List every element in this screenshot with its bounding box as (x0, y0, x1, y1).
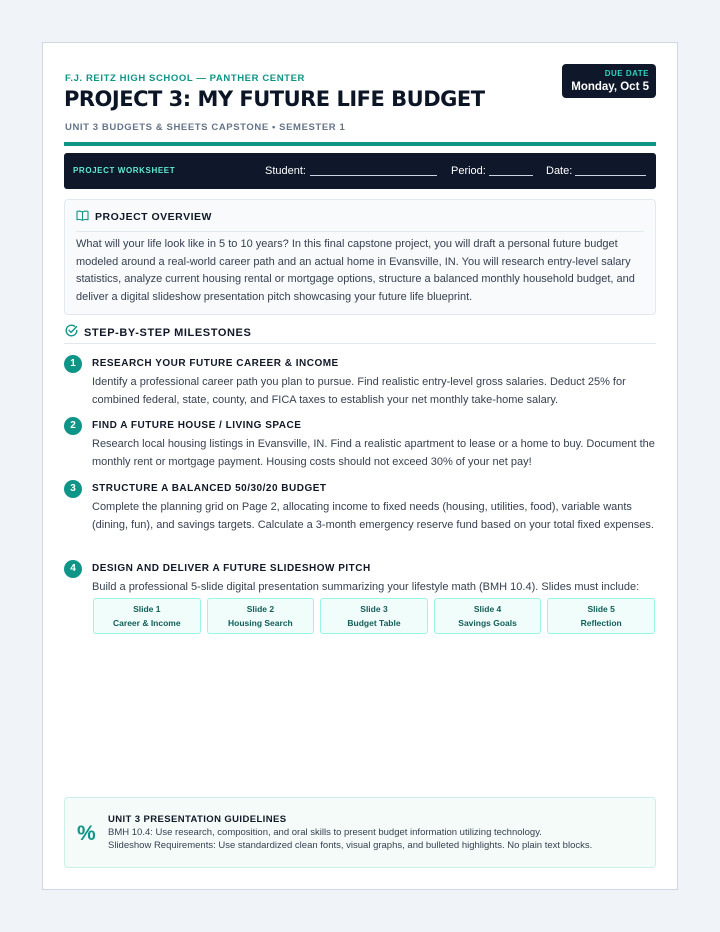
overview-header (76, 210, 644, 224)
step-description: Complete the planning grid on Page 2, allocating income to fixed needs (housing, utilities, food), variable wants (dining, fun), and savings targets. Calculate a 3-month emergency reserve fund based on your total fixed expenses. (92, 501, 654, 531)
header-divider (64, 142, 656, 146)
step-description: Build a professional 5-slide digital presentation summarizing your lifestyle math (BMH 10.4). Slides must include: (92, 581, 640, 593)
student-label: Student: (265, 165, 306, 177)
due-date-value: Monday, Oct 5 (571, 81, 649, 93)
slide-number: Slide 5 (587, 604, 615, 614)
page-title: PROJECT 3: MY FUTURE LIFE BUDGET (64, 87, 485, 111)
overview-divider (76, 231, 644, 232)
student-field[interactable] (310, 175, 437, 176)
slide-card (434, 598, 542, 634)
book-icon (76, 208, 89, 226)
guidelines-line: BMH 10.4: Use research, composition, and oral skills to present budget information utilizing technology. (108, 827, 542, 838)
slide-card (320, 598, 428, 634)
step-number: 3 (64, 480, 82, 498)
slide-card (207, 598, 315, 634)
check-circle-icon (65, 324, 78, 342)
step-number: 1 (64, 355, 82, 373)
slide-name: Career & Income (113, 618, 181, 628)
slide-list (93, 598, 655, 634)
slide-card (93, 598, 201, 634)
step-title: FIND A FUTURE HOUSE / LIVING SPACE (92, 420, 302, 431)
percent-icon: % (77, 822, 96, 845)
due-date-badge (562, 64, 656, 98)
worksheet-bar (64, 153, 656, 189)
slide-name: Savings Goals (458, 618, 517, 628)
slide-number: Slide 2 (246, 604, 275, 614)
step-title: RESEARCH YOUR FUTURE CAREER & INCOME (92, 358, 339, 369)
page-subtitle: UNIT 3 BUDGETS & SHEETS CAPSTONE • SEMESTER 1 (65, 122, 346, 133)
step-title: STRUCTURE A BALANCED 50/30/20 BUDGET (92, 483, 327, 494)
step-title: DESIGN AND DELIVER A FUTURE SLIDESHOW PITCH (92, 563, 371, 574)
period-field[interactable] (489, 175, 533, 176)
slide-card (547, 598, 655, 634)
step-number: 2 (64, 417, 82, 435)
milestones-title: STEP-BY-STEP MILESTONES (84, 327, 252, 339)
step-description: Research local housing listings in Evansville, IN. Find a realistic apartment to lease or a home to buy. Document the monthly rent or mortgage payment. Housing costs should not exceed 30% of your net pay! (92, 438, 655, 468)
worksheet-label: PROJECT WORKSHEET (73, 166, 176, 175)
step-number: 4 (64, 560, 82, 578)
slide-name: Reflection (580, 618, 622, 628)
guidelines-title: UNIT 3 PRESENTATION GUIDELINES (108, 814, 287, 825)
guidelines-line: Slideshow Requirements: Use standardized clean fonts, visual graphs, and bulleted highlights. No plain text blocks. (108, 840, 593, 851)
slide-number: Slide 1 (133, 604, 161, 614)
due-date-label: DUE DATE (604, 69, 649, 78)
date-field[interactable] (575, 175, 646, 176)
slide-name: Budget Table (347, 618, 401, 628)
school-name: F.J. REITZ HIGH SCHOOL — PANTHER CENTER (65, 73, 305, 84)
date-label: Date: (546, 165, 573, 177)
project-overview (64, 199, 656, 315)
slide-name: Housing Search (228, 618, 293, 628)
slide-number: Slide 3 (360, 604, 388, 614)
milestones-header (65, 324, 656, 342)
milestones-divider (64, 343, 656, 344)
overview-text: What will your life look like in 5 to 10 years? In this final capstone project, you will draft a personal future budget modeled around a real-world career path and an actual home in Evansville, IN. You will research entry-level salary statistics, analyze current housing rental or mortgage options, structure a balanced monthly household budget, and deliver a digital slideshow presentation pitch showcasing your future life blueprint. (76, 238, 635, 303)
slide-number: Slide 4 (473, 604, 502, 614)
period-label: Period: (451, 165, 486, 177)
overview-title: PROJECT OVERVIEW (95, 211, 212, 223)
worksheet-page (42, 42, 678, 890)
presentation-guidelines (64, 797, 656, 868)
step-description: Identify a professional career path you plan to pursue. Find realistic entry-level gross salaries. Deduct 25% for combined federal, state, county, and FICA taxes to establish your net monthly take-home salary. (92, 376, 626, 406)
